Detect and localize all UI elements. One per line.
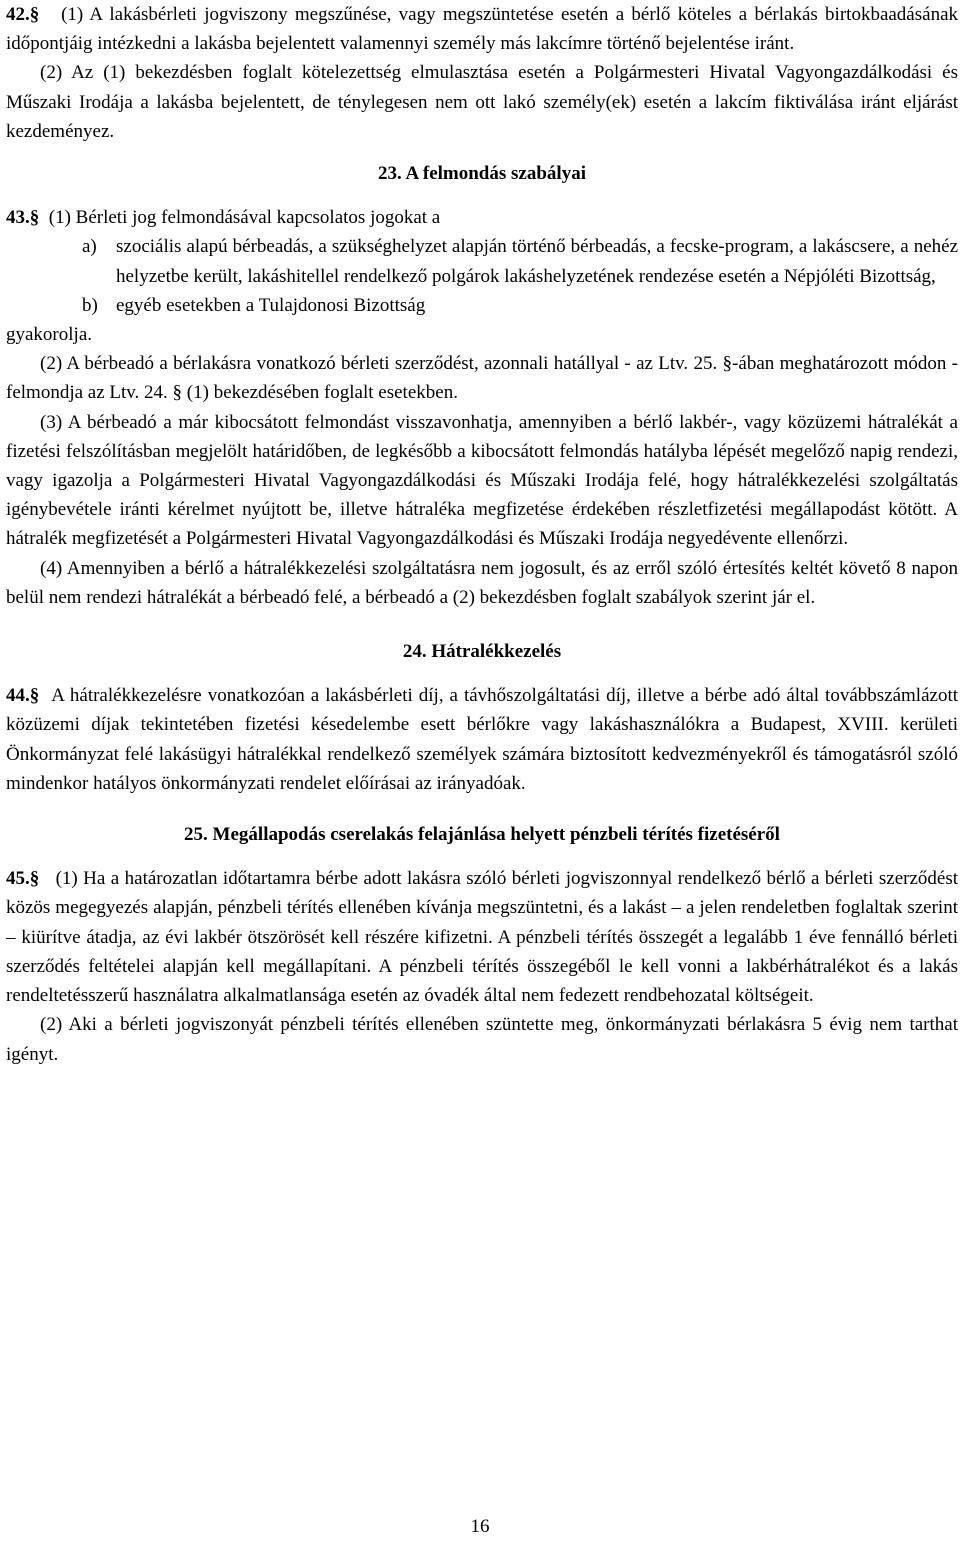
section-45-paragraph-2: (2) Aki a bérleti jogviszonyát pénzbeli térítés ellenében szüntette meg, önkormányzati bérlakásra 5 évig nem tarthat igényt. xyxy=(6,1014,958,1065)
list-item-b xyxy=(82,291,958,320)
section-42-paragraph-2: (2) Az (1) bekezdésben foglalt kötelezettség elmulasztása esetén a Polgármesteri Hivatal Vagyongazdálkodási és Műszaki Irodája a lakásba bejelentett, de ténylegesen nem ott lakó személy(ek) esetén a lakcím fiktiválása iránt eljárást kezdeményez. xyxy=(6,62,958,142)
section-44-number: 44. xyxy=(6,685,30,707)
section-44-sign: § xyxy=(29,685,40,707)
heading-24: 24. Hátralékkezelés xyxy=(402,641,562,663)
heading-25: 25. Megállapodás cserelakás felajánlása helyett pénzbeli térítés fizetéséről xyxy=(184,824,780,846)
section-44-text: A hátralékkezelésre vonatkozóan a lakásbérleti díj, a távhőszolgáltatási díj, illetve a bérbe adó által továbbszámlázott közüzemi díjak tekintetében fizetési késedelembe esett bérlőkre vagy lakáshasználókra a Budapest, XVIII. kerületi Önkormányzat felé lakásügyi hátralékkal rendelkező személyek számára biztosított kedvezményekről és támogatásról szóló mindenkor hatályos önkormányzati rendelet előírásai az irányadóak. xyxy=(6,685,959,794)
section-43-intro xyxy=(6,203,958,232)
section-45-paragraph-1 xyxy=(6,864,958,1010)
section-45-number: 45. xyxy=(6,868,30,890)
section-42-sign: § xyxy=(29,4,40,25)
section-43-intro-text: (1) Bérleti jog felmondásával kapcsolatos jogokat a xyxy=(48,207,441,229)
list-item-a-label: a) xyxy=(82,236,97,258)
heading-23: 23. A felmondás szabályai xyxy=(378,163,586,185)
section-42-text-1: (1) A lakásbérleti jogviszony megszűnése, vagy megszüntetése esetén a bérlő köteles a bérlakás birtokbaadásának időpontjáig intézkedni a lakásba bejelentett valamennyi személy más lakcímre történő bejelentése iránt. xyxy=(6,4,958,55)
section-43-sign: § xyxy=(29,207,40,229)
section-45-sign: § xyxy=(29,868,40,890)
section-42-paragraph-1 xyxy=(6,0,958,58)
section-43-paragraph-3: (3) A bérbeadó a már kibocsátott felmondást visszavonhatja, amennyiben a bérlő lakbér-, vagy közüzemi hátralékát a fizetési felszólításban megjelölt határidőben, de legkésőbb a kibocsátott felmondás hatályba lépését megelőző napig rendezi, vagy igazolja a Polgármesteri Hivatal Vagyongazdálkodási és Műszaki Irodája felé, hogy hátralékkezelési szolgáltatás igénybevétele iránti kérelmet nyújtott be, illetve hátraléka megfizetése érdekében részletfizetési megállapodást kötött. A hátralék megfizetését a Polgármesteri Hivatal Vagyongazdálkodási és Műszaki Irodája negyedévente ellenőrzi. xyxy=(6,411,958,550)
list-item-a-text: szociális alapú bérbeadás, a szükséghelyzet alapján történő bérbeadás, a fecske-program, a lakáscsere, a nehéz helyzetbe került, lakáshitellel rendelkező polgárok lakáshelyzetének rendezése esetén a Népjóléti Bizottság, xyxy=(116,236,958,287)
page-number: 16 xyxy=(470,1516,490,1537)
section-42-number: 42. xyxy=(6,4,30,25)
list-item-b-label: b) xyxy=(82,294,98,316)
section-45-text-1: (1) Ha a határozatlan időtartamra bérbe adott lakásra szóló bérleti jogviszonnyal rendelkező bérlő a bérleti szerződést közös megegyezés alapján, pénzbeli térítés ellenében kívánja megszüntetni, és a lakást – a jelen rendeletben foglaltak szerint – kiürítve átadja, az évi lakbér ötszörösét kell részére kifizetni. A pénzbeli térítés összegét a legalább 1 éve fennálló bérleti szerződés feltételei alapján kell megállapítani. A pénzbeli térítés összegéből le kell vonni a lakbérhátralékot és a lakás rendeltetésszerű használatra alkalmatlansága esetén az óvadék által nem fedezett rendbehozatal költségeit. xyxy=(6,868,959,1007)
section-43-end: gyakorolja. xyxy=(6,324,93,346)
section-43-paragraph-4: (4) Amennyiben a bérlő a hátralékkezelési szolgáltatásra nem jogosult, és az erről szóló értesítés keltét követő 8 napon belül nem rendezi hátralékát a bérbeadó felé, a bérbeadó a (2) bekezdésben foglalt szabályok szerint jár el. xyxy=(6,557,958,608)
section-43-number: 43. xyxy=(6,207,30,229)
section-43-paragraph-2: (2) A bérbeadó a bérlakásra vonatkozó bérleti szerződést, azonnali hatállyal - az Ltv. 25. §-ában meghatározott módon - felmondja az Ltv. 24. § (1) bekezdésében foglalt esetekben. xyxy=(6,353,958,404)
document-page xyxy=(6,0,958,1069)
section-44-paragraph xyxy=(6,681,958,798)
list-item-a xyxy=(82,232,958,290)
list-item-b-text: egyéb esetekben a Tulajdonosi Bizottság xyxy=(116,294,426,316)
section-43-list xyxy=(6,232,958,320)
